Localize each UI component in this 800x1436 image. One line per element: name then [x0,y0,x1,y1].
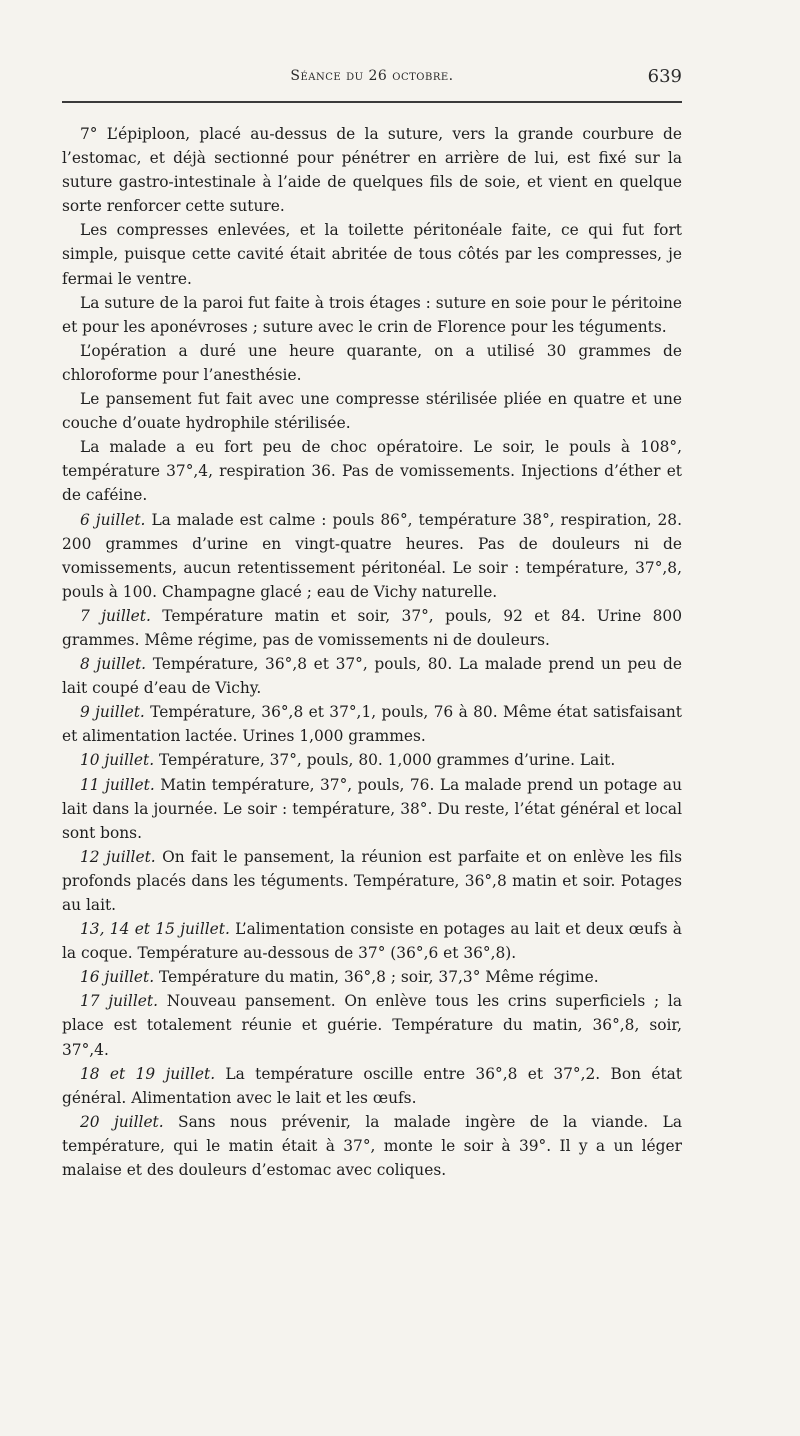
paragraph-text: La malade est calme : pouls 86°, température 38°, respiration, 28. 200 grammes d’urine en vingt-quatre heures. Pas de douleurs ni de vomissements, aucun retentissement péritonéal. Le soir : température, 37°,8, pouls à 100. Champagne glacé ; eau de Vichy naturelle. [62,510,682,601]
paragraph [62,773,682,845]
paragraph [62,1062,682,1110]
paragraph-date: 18 et 19 juillet. [80,1064,216,1083]
paragraph [62,387,682,435]
paragraph [62,917,682,965]
paragraph [62,122,682,218]
paragraph [62,291,682,339]
paragraph-text: Température matin et soir, 37°, pouls, 92 et 84. Urine 800 grammes. Même régime, pas de vomissements ni de douleurs. [62,606,682,649]
paragraph [62,845,682,917]
paragraph-date: 12 juillet. [80,847,156,866]
paragraph-text: 7° L’épiploon, placé au-dessus de la suture, vers la grande courbure de l’estomac, et déjà sectionné pour pénétrer en arrière de lui, est fixé sur la suture gastro-intestinale à l’aide de quelques fils de soie, et vient en quelque sorte renforcer cette suture. [62,125,682,216]
paragraph-text: La suture de la paroi fut faite à trois étages : suture en soie pour le péritoine et pour les aponévroses ; suture avec le crin de Florence pour les téguments. [62,293,682,336]
header-rule [62,101,682,103]
paragraph [62,652,682,700]
paragraph-date: 7 juillet. [80,606,151,625]
paragraph-text: On fait le pansement, la réunion est parfaite et on enlève les fils profonds placés dans les téguments. Température, 36°,8 matin et soir. Potages au lait. [62,847,682,914]
paragraph-text: Température, 36°,8 et 37°,1, pouls, 76 à 80. Même état satisfaisant et alimentation lactée. Urines 1,000 grammes. [62,703,682,746]
paragraph-text: La malade a eu fort peu de choc opératoire. Le soir, le pouls à 108°, température 37°,4, respiration 36. Pas de vomissements. Injections d’éther et de caféine. [62,438,682,505]
paragraph-date: 8 juillet. [80,655,147,674]
paragraph-date: 17 juillet. [80,992,158,1011]
page-number: 639 [647,66,682,87]
paragraph-date: 13, 14 et 15 juillet. [80,920,230,939]
paragraph-date: 16 juillet. [80,968,155,987]
body-text [62,122,682,1182]
running-title: Séance du 26 octobre. [290,68,454,84]
paragraph-date: 10 juillet. [80,751,155,770]
paragraph [62,700,682,748]
paragraph [62,508,682,604]
paragraph [62,989,682,1061]
paragraph [62,218,682,290]
paragraph-text: Les compresses enlevées, et la toilette péritonéale faite, ce qui fut fort simple, puisque cette cavité était abritée de tous côtés par les compresses, je fermai le ventre. [62,221,682,288]
paragraph-text: Température, 36°,8 et 37°, pouls, 80. La malade prend un peu de lait coupé d’eau de Vichy. [62,655,682,698]
paragraph [62,339,682,387]
paragraph-date: 9 juillet. [80,703,145,722]
paragraph-text: Sans nous prévenir, la malade ingère de la viande. La température, qui le matin était à 37°, monte le soir à 39°. Il y a un léger malaise et des douleurs d’estomac avec coliques. [62,1112,682,1180]
paragraph-date: 20 juillet. [80,1112,164,1131]
paragraph-text: Le pansement fut fait avec une compresse stérilisée pliée en quatre et une couche d’ouate hydrophile stérilisée. [62,390,682,433]
paragraph [62,1110,682,1182]
paragraph-date: 6 juillet. [80,510,146,529]
paragraph [62,748,682,772]
paragraph-text: Température du matin, 36°,8 ; soir, 37,3° Même régime. [154,968,599,987]
paragraph-text: Nouveau pansement. On enlève tous les crins superficiels ; la place est totalement réunie et guérie. Température du matin, 36°,8, soir, 37°,4. [62,992,682,1059]
paragraph-text: Température, 37°, pouls, 80. 1,000 grammes d’urine. Lait. [154,751,616,770]
paragraph-text: L’opération a duré une heure quarante, on a utilisé 30 grammes de chloroforme pour l’anesthésie. [62,341,682,384]
paragraph-text: L’alimentation consiste en potages au lait et deux œufs à la coque. Température au-dessous de 37° (36°,6 et 36°,8). [62,920,682,963]
paragraph-text: La température oscille entre 36°,8 et 37°,2. Bon état général. Alimentation avec le lait et les œufs. [62,1064,682,1107]
paragraph-text: Matin température, 37°, pouls, 76. La malade prend un potage au lait dans la journée. Le soir : température, 38°. Du reste, l’état général et local sont bons. [62,775,682,842]
paragraph [62,965,682,989]
paragraph-date: 11 juillet. [80,775,155,794]
paragraph [62,604,682,652]
page-header [62,64,682,90]
paragraph [62,435,682,507]
